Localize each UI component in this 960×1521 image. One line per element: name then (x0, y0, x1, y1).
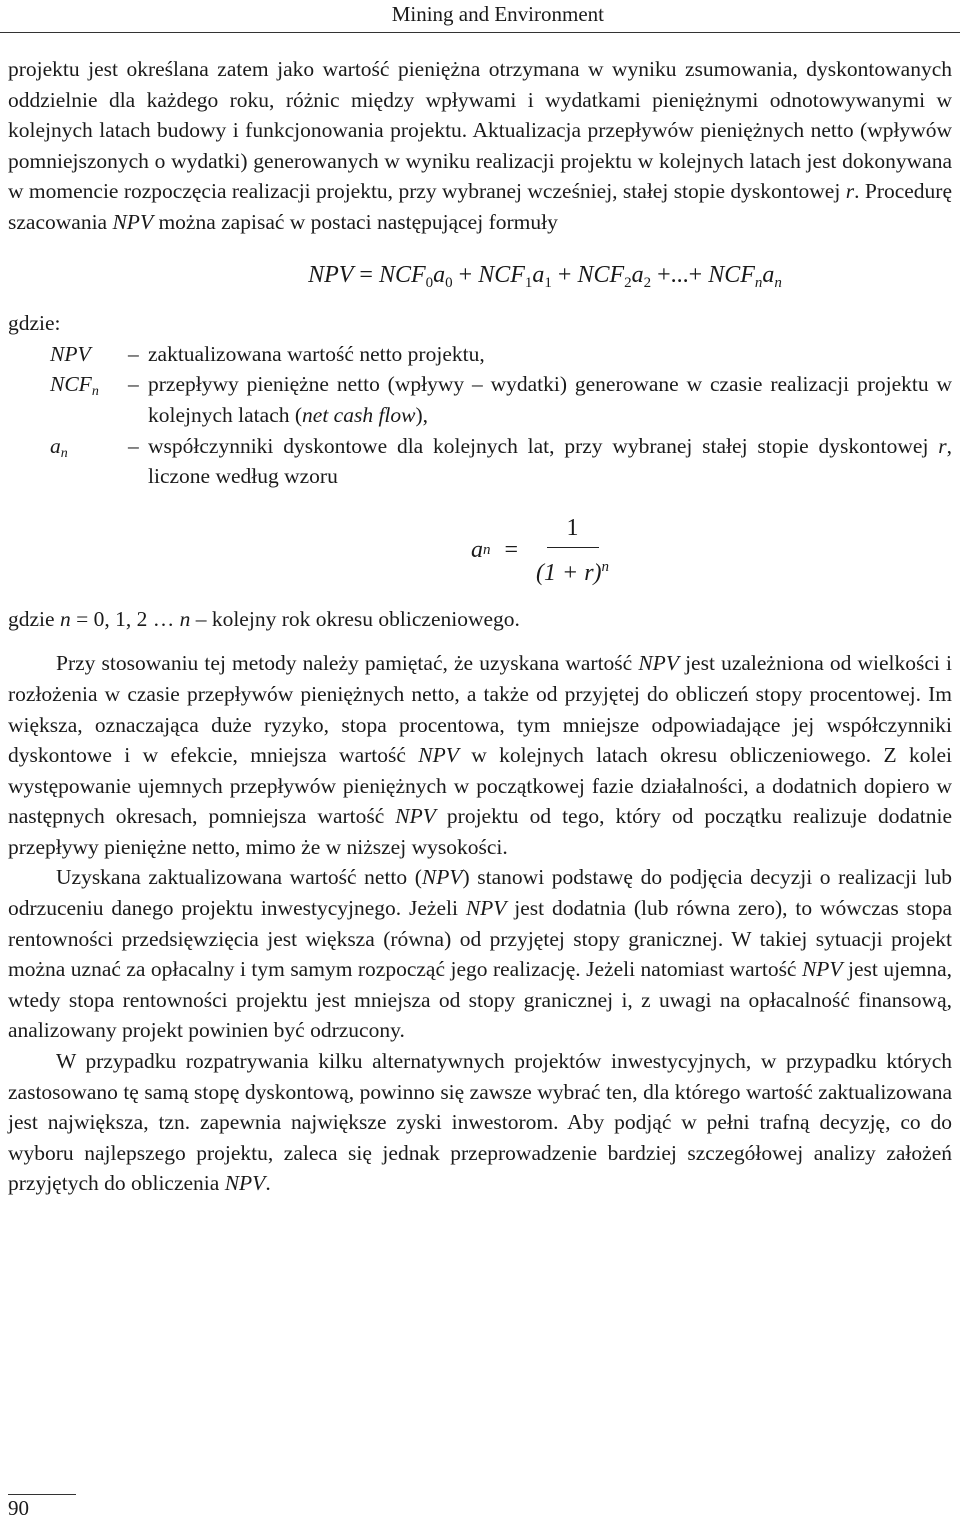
text: gdzie (8, 606, 60, 631)
gdzie-label: gdzie: (8, 311, 61, 336)
text: jest uzależniona od wielkości i rozłożenia w czasie przepływów pieniężnych netto, a także od przyjętej do obliczeń stopy procentowej. Im większa, oznaczająca duże ryzyko, stopa procentowa, tym mniejsze odpowiadające jej współczynniki dyskontowe i w efekcie, mniejsza wartość (8, 651, 953, 768)
npv-formula (138, 260, 952, 299)
text: W przypadku rozpatrywania kilku alternatywnych projektów inwestycyjnych, w przypadku których zastosowano tę samą stopę dyskontową, powinno się zawsze wybrać ten, dla którego wartość zaktualizowana jest największa, tzn. zapewnia największe zyski inwestorom. Aby podjąć w pełni trafną decyzję, co do wyboru najlepszego projektu, zaleca się jednak przeprowadzenie bardziej szczegółowej analizy założeń przyjętych do obliczenia (8, 1049, 952, 1196)
symbol: NPV (112, 209, 154, 234)
paragraph-3 (8, 1046, 952, 1199)
formula-subscript: 1 (524, 274, 533, 291)
formula-term: a (762, 261, 775, 288)
definition-an (8, 431, 952, 492)
formula-term: a (433, 261, 446, 288)
definition-term: NPV (50, 341, 91, 366)
formula-subscript: n (774, 274, 782, 291)
definition-dash: – (128, 341, 139, 366)
text: – kolejny rok okresu obliczeniowego. (190, 606, 520, 631)
formula-subscript: 1 (544, 274, 552, 291)
denominator-base: (1 + r) (536, 560, 602, 587)
text: Przy stosowaniu tej metody należy pamiętać, że uzyskana wartość (56, 651, 639, 676)
text: projektu jest określana zatem jako wartość pieniężna otrzymana w wyniku zsumowania, dyskontowanych oddzielnie dla każdego roku, różnic między wpływami i wydatkami pieniężnymi odnotowywanymi w kolejnych latach budowy i funkcjonowania projektu. Aktualizacja przepływów pieniężnych netto (wpływów pomniejszonych o wydatki) generowanych w wyniku realizacji projektu w kolejnych latach jest dokonywana w momencie rozpoczęcia realizacji projektu, przy wybranej wcześniej, stałej stopie dyskontowej (8, 57, 952, 204)
text: , liczone według wzoru (148, 433, 952, 489)
denominator-exponent: n (601, 559, 610, 576)
formula-operator: = (353, 261, 379, 288)
text: jest ujemna, wtedy stopa rentowności projektu jest mniejsza od stopy granicznej i, z uwagi na opłacalność finansową, analizowany projekt powinien być odrzucony. (8, 957, 953, 1043)
term-subscript: n (60, 445, 68, 461)
fraction-numerator: 1 (547, 513, 599, 549)
symbol: NPV (418, 743, 459, 768)
fraction (536, 513, 609, 589)
symbol: r (845, 179, 855, 204)
paragraph-2 (8, 862, 952, 1046)
definition-ncf (8, 369, 952, 430)
formula-term: a (532, 261, 545, 288)
text: Uzyskana zaktualizowana wartość netto ( (56, 865, 422, 890)
footer-rule (8, 1494, 76, 1495)
symbol: n (59, 606, 71, 631)
formula-term: NCF (478, 261, 525, 288)
symbol: n (179, 606, 191, 631)
symbol: NPV (801, 957, 843, 982)
symbol: NPV (395, 804, 436, 829)
formula-term: a (631, 261, 644, 288)
formula-operator: +...+ (651, 261, 709, 288)
definition-description: zaktualizowana wartość netto projektu, (148, 341, 485, 366)
formula-operator: + (452, 261, 479, 288)
formula-subscript: 0 (445, 274, 453, 291)
italic-text: net cash flow (302, 402, 416, 427)
formula-operator: = (504, 537, 518, 564)
symbol: NPV (224, 1171, 266, 1196)
definition-description (148, 369, 952, 430)
text: projektu od tego, który od początku realizuje dodatnie przepływy pieniężne netto, mimo że w niższej wysokości. (8, 804, 952, 859)
gdzie-n-line (8, 604, 952, 635)
running-header (0, 0, 960, 33)
term-symbol: a (50, 433, 61, 458)
formula-term: a (470, 537, 483, 564)
fraction-denominator (536, 548, 609, 589)
formula-subscript: n (754, 274, 763, 291)
symbol: NPV (638, 651, 679, 676)
definition-npv (8, 339, 952, 370)
definition-dash: – (128, 372, 139, 397)
term-subscript: n (91, 384, 99, 400)
intro-paragraph (8, 54, 952, 238)
formula-term: NCF (378, 261, 426, 288)
text: ) stanowi podstawę do podjęcia decyzji o realizacji lub odrzuceniu danego projektu inwestycyjnego. Jeżeli (8, 865, 952, 921)
text: współczynniki dyskontowe dla kolejnych lat, przy wybranej stałej stopie dyskontowej (148, 433, 939, 458)
journal-title: Mining and Environment (391, 2, 604, 26)
symbol: NPV (465, 896, 507, 921)
italic-text: r (938, 433, 947, 458)
text: przepływy pieniężne netto (wpływy – wydatki) generowane w czasie realizacji projektu w kolejnych latach ( (148, 372, 952, 427)
formula-subscript: 0 (425, 274, 434, 291)
definition-term (8, 431, 128, 492)
formula-term: NCF (577, 261, 625, 288)
definition-dash: – (128, 433, 139, 458)
symbol: NPV (421, 865, 463, 890)
text: . (265, 1171, 271, 1196)
text: w kolejnych latach okresu obliczeniowego. Z kolei występowanie ujemnych przepływów pieniężnych w początkowej fazie działalności, a dodatnich dopiero w następnych okresach, pomniejsza wartość (8, 743, 952, 829)
formula-operator: + (551, 261, 578, 288)
formula-term: NPV (308, 261, 354, 288)
text: jest dodatnia (lub równa zero), to wówczas stopa rentowności przedsięwzięcia jest większa (równa) od przyjętej stopy granicznej. W takiej sytuacji projekt można uznać za opłacalny i tym samym rozpocząć jego realizację. Jeżeli natomiast wartość (8, 896, 952, 982)
formula-subscript: 2 (643, 274, 652, 291)
term-symbol: NCF (50, 372, 92, 397)
formula-term: NCF (708, 261, 755, 288)
definition-description (148, 431, 952, 492)
formula-subscript: n (482, 542, 491, 559)
article-body (8, 54, 952, 1199)
paragraph-1 (8, 648, 952, 862)
definition-term (8, 369, 128, 430)
text: = 0, 1, 2 … (70, 606, 180, 631)
text: ), (415, 402, 429, 427)
page-number: 90 (8, 1496, 29, 1520)
discount-factor-formula (128, 508, 952, 594)
text: można zapisać w postaci następującej formuły (153, 209, 558, 234)
text: . Procedurę szacowania (8, 179, 953, 234)
formula-subscript: 2 (624, 274, 632, 291)
